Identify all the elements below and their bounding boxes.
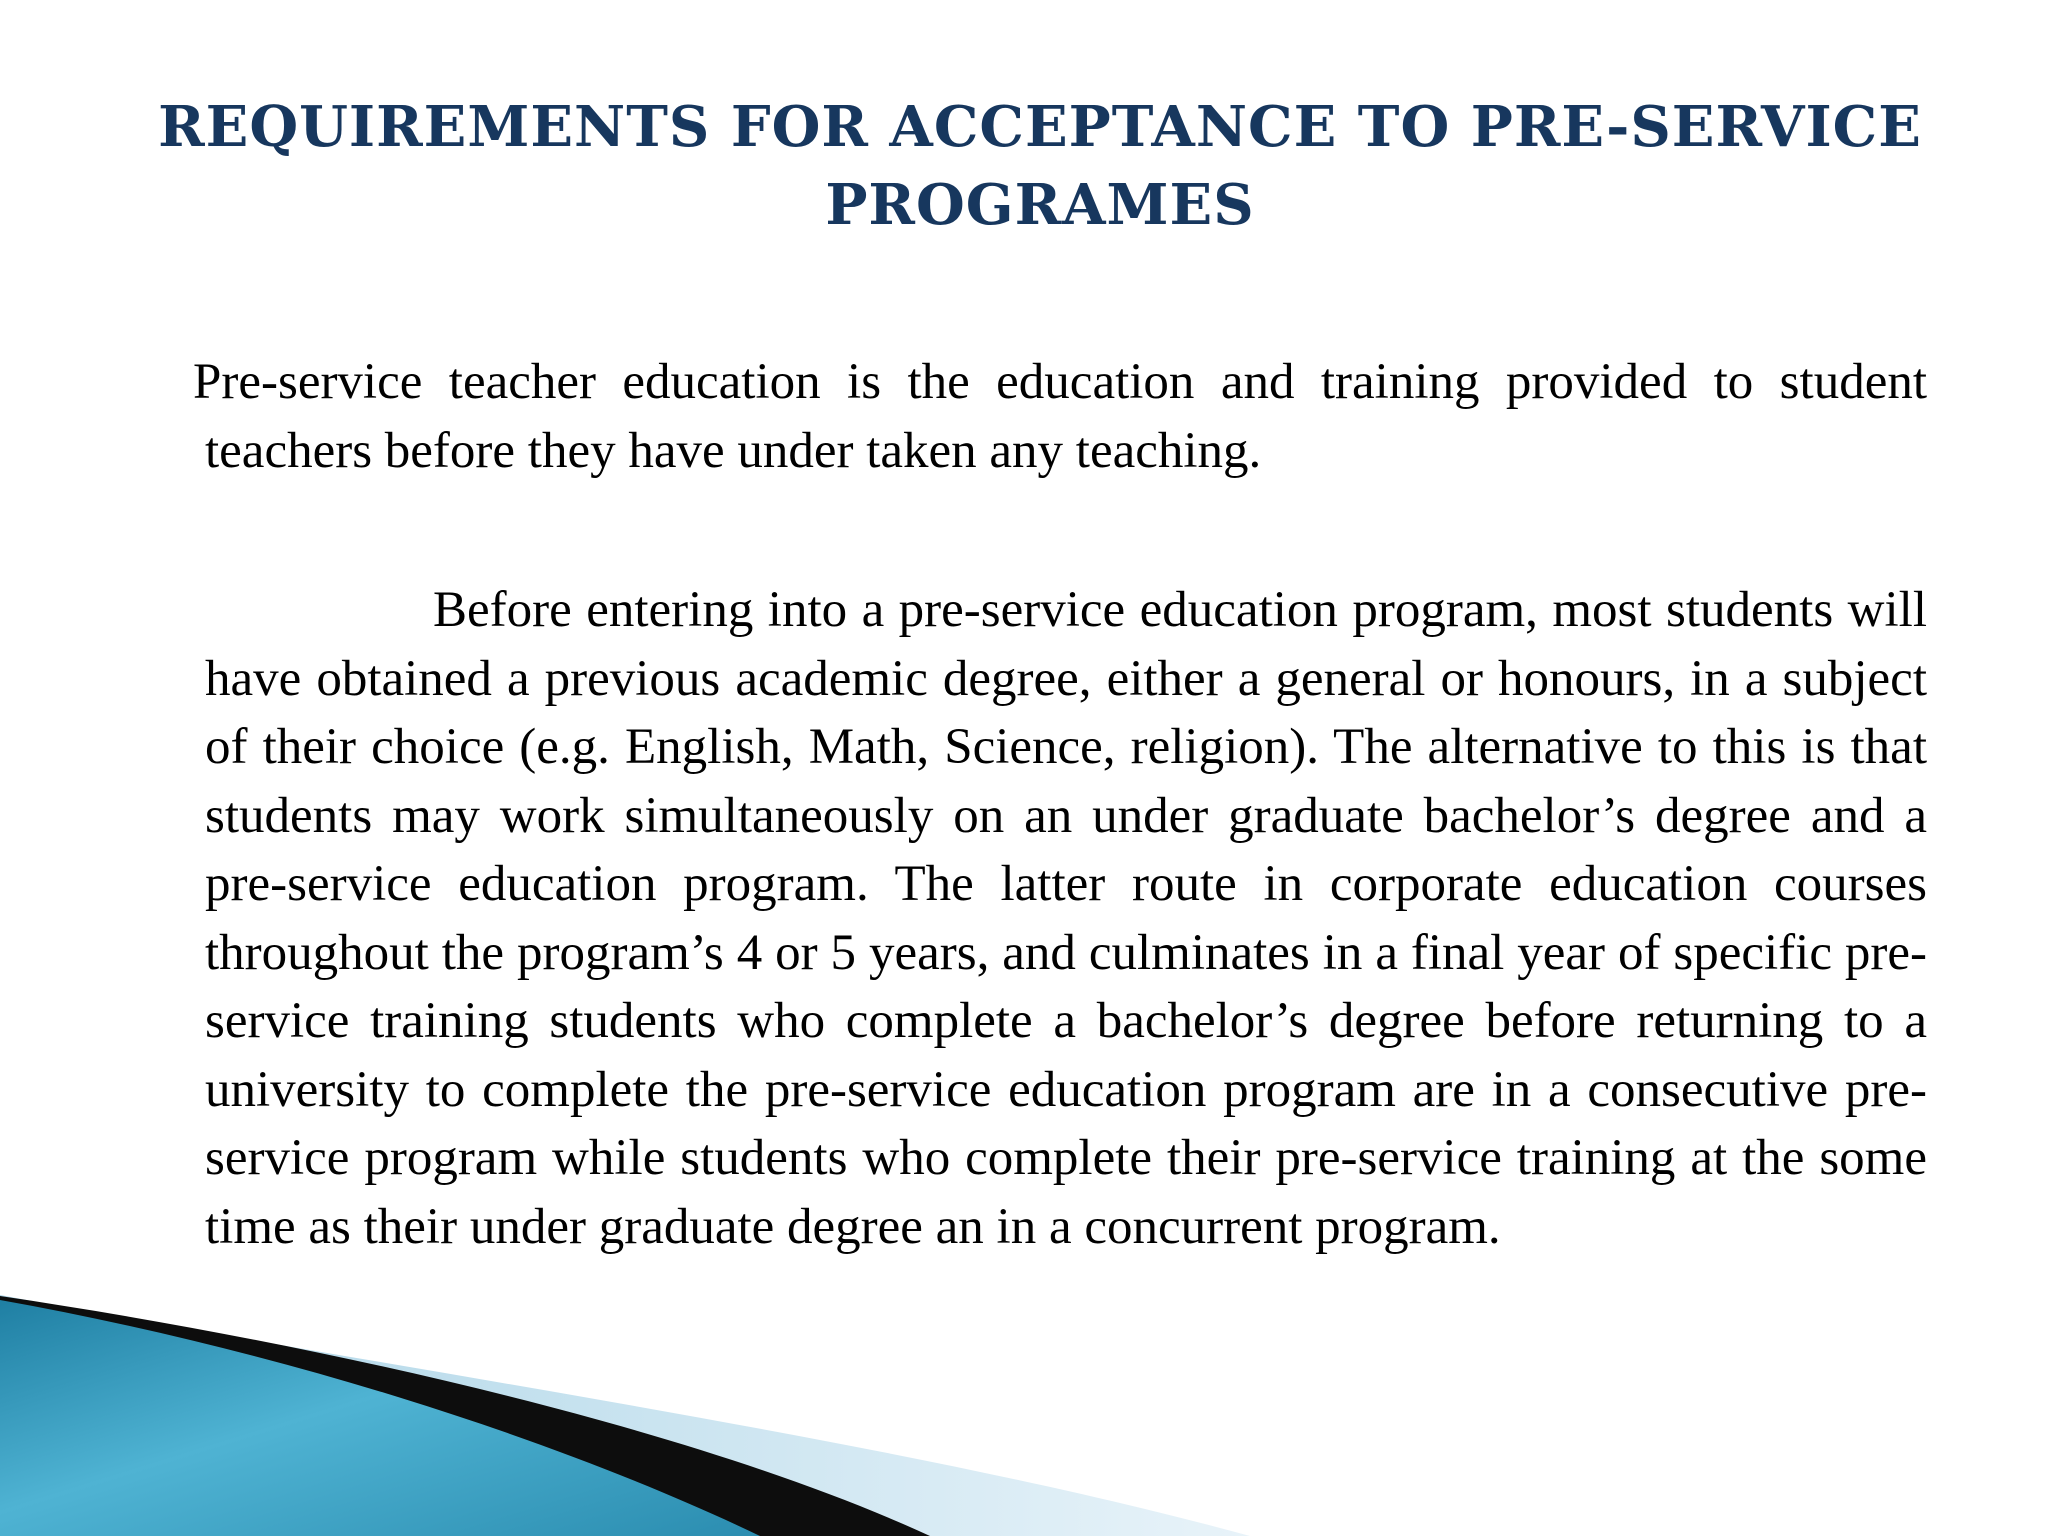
paragraph-definition: Pre-service teacher education is the education and training provided to student teachers before they have under taken any teaching. (193, 354, 1927, 479)
paragraph-pathways: Before entering into a pre-service education program, most students will have obtained a previous academic degree, either a general or honours, in a subject of their choice (e.g. English, Math, Science, religion). The alternative to this is that students may work simultaneously on an under graduate bachelor’s degree and a pre-service education program. The latter route in corporate education courses throughout the program’s 4 or 5 years, and culminates in a final year of specific pre-service training students who complete a bachelor’s degree before returning to a university to complete the pre-service education program are in a consecutive pre-service program while students who complete their pre-service training at the some time as their under graduate degree an in a concurrent program. (205, 582, 1927, 1255)
slide-title: REQUIREMENTS FOR ACCEPTANCE TO PRE-SERVICE PROGRAMES (158, 94, 1922, 238)
